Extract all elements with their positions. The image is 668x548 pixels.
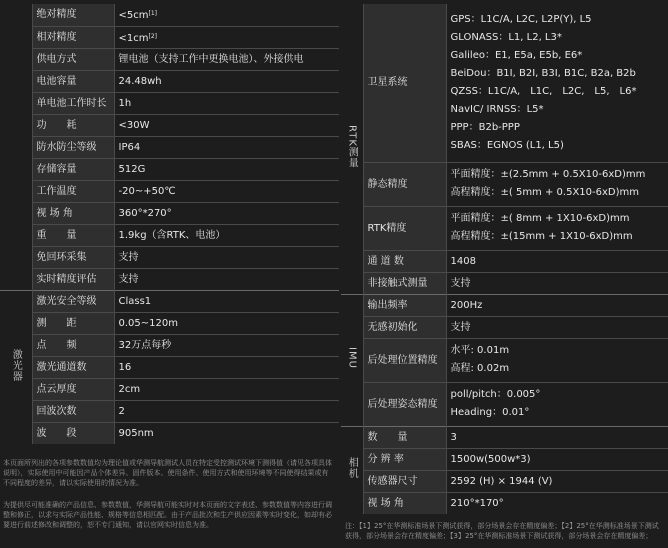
- table-row: [0, 356, 339, 378]
- table-row: [0, 136, 339, 158]
- spec-label: 实时精度评估: [32, 268, 114, 290]
- general-spec-table: [0, 4, 339, 444]
- spec-value: 1500w(500w*3): [446, 448, 668, 470]
- spec-label: 功 耗: [32, 114, 114, 136]
- spec-value: 905nm: [114, 422, 339, 444]
- spec-label: 电池容量: [32, 70, 114, 92]
- spec-value: 支持: [446, 272, 668, 294]
- spec-line: Galileo：E1, E5a, E5b, E6*: [450, 49, 583, 61]
- table-row: [0, 290, 339, 312]
- spec-label: 防水防尘等级: [32, 136, 114, 158]
- spec-label: 回波次数: [32, 400, 114, 422]
- spec-label: 测 距: [32, 312, 114, 334]
- table-row: [0, 4, 339, 26]
- spec-line: SBAS：EGNOS (L1, L5): [450, 139, 564, 151]
- group-label: IMU: [346, 347, 358, 369]
- spec-value: [114, 202, 339, 224]
- spec-line: 高程: 0.02m: [450, 363, 510, 374]
- spec-label: 通 道 数: [363, 250, 446, 272]
- spec-value: [446, 206, 668, 250]
- spec-label: 重 量: [32, 224, 114, 246]
- spec-value: 16: [114, 356, 339, 378]
- table-row: [341, 492, 668, 514]
- spec-value: 210°*170°: [446, 492, 668, 514]
- spec-label: RTK精度: [363, 206, 446, 250]
- spec-label: 激光通道数: [32, 356, 114, 378]
- spec-value: [114, 246, 339, 268]
- spec-value: 2cm: [114, 378, 339, 400]
- spec-value-text: -20~+50℃: [118, 185, 176, 197]
- spec-label: 工作温度: [32, 180, 114, 202]
- table-row: [341, 162, 668, 206]
- spec-value: [446, 162, 668, 206]
- right-spec-panel: [341, 4, 668, 514]
- spec-value: 0.05~120m: [114, 312, 339, 334]
- spec-value-text: 24.48wh: [118, 75, 162, 87]
- spec-line: GPS：L1C/A, L2C, L2P(Y), L5: [450, 13, 592, 25]
- group-label: 相机: [346, 457, 358, 480]
- disclaimer-note-2: 为提供尽可能准确的产品信息、参数数值，华测导航可能实时对本页面的文字表述、参数数值等内容进行调整和修正，以求与实际产品性能、规格等信息相匹配。由于产品批次和生产供应因素等实时变化，如却有必要进行前述修改和调整的，恕不专门通知，请以官网实时信息为准。: [3, 501, 332, 529]
- spec-line: 水平: 0.01m: [450, 345, 510, 356]
- table-row: [341, 338, 668, 382]
- footnote-marker: [2]: [148, 32, 157, 40]
- spec-line: Heading：0.01°: [450, 407, 530, 418]
- spec-label: 数 量: [363, 426, 446, 448]
- spec-value: 3: [446, 426, 668, 448]
- table-row: [0, 48, 339, 70]
- table-row: [341, 316, 668, 338]
- spec-value: [114, 4, 339, 26]
- spec-line: 高程精度：±( 5mm + 0.5X10-6xD)mm: [450, 187, 639, 198]
- spec-line: 平面精度：±(2.5mm + 0.5X10-6xD)mm: [450, 169, 646, 180]
- spec-line: NavIC/ IRNSS：L5*: [450, 103, 544, 115]
- spec-line: BeiDou：B1I, B2I, B3I, B1C, B2a, B2b: [450, 67, 636, 79]
- table-row: [341, 382, 668, 426]
- rtk-imu-camera-table: [341, 4, 668, 514]
- spec-value: 2: [114, 400, 339, 422]
- table-row: [341, 272, 668, 294]
- spec-value: [114, 48, 339, 70]
- table-row: [341, 426, 668, 448]
- spec-value: 2592 (H) × 1944 (V): [446, 470, 668, 492]
- spec-value: [114, 180, 339, 202]
- spec-value: 200Hz: [446, 294, 668, 316]
- spec-value-text: <5cm: [118, 10, 149, 22]
- spec-value: [114, 136, 339, 158]
- spec-line: poll/pitch：0.005°: [450, 389, 541, 400]
- spec-value-text: 支持: [118, 251, 139, 263]
- footnote-marker: [1]: [148, 10, 157, 18]
- spec-label: 静态精度: [363, 162, 446, 206]
- spec-value-text: 锂电池（支持工作中更换电池）、外接供电: [118, 53, 304, 65]
- spec-label: 视 场 角: [32, 202, 114, 224]
- spec-value-text: <30W: [118, 119, 150, 131]
- accuracy-footnote: 注：【1】25°在华测标准场景下测试获得，部分场景会存在精度偏差；【2】25°在华测标准场景下测试获得，部分场景会存在精度偏差；【3】25°在华测标准场景下测试获得，部分场景会存在精度偏差；: [345, 522, 659, 540]
- spec-value: [114, 114, 339, 136]
- group-cell-camera: [341, 426, 363, 514]
- spec-value: [114, 268, 339, 290]
- spec-value-text: 1.9kg（含RTK、电池）: [118, 229, 226, 241]
- spec-label: 后处理姿态精度: [363, 382, 446, 426]
- spec-label: 视 场 角: [363, 492, 446, 514]
- spec-line: PPP：B2b-PPP: [450, 121, 520, 133]
- spec-label: 相对精度: [32, 26, 114, 48]
- spec-value-text: 512G: [118, 163, 146, 175]
- spec-label: 无感初始化: [363, 316, 446, 338]
- group-cell-rtk: [341, 4, 363, 294]
- table-row: [0, 312, 339, 334]
- group-label: 激光器: [10, 348, 22, 382]
- spec-line: GLONASS：L1, L2, L3*: [450, 31, 562, 43]
- spec-value-text: <1cm: [118, 32, 149, 44]
- table-row: [341, 206, 668, 250]
- table-row: [341, 4, 668, 162]
- spec-label: 分 辨 率: [363, 448, 446, 470]
- table-row: [0, 378, 339, 400]
- spec-value: Class1: [114, 290, 339, 312]
- spec-label: 单电池工作时长: [32, 92, 114, 114]
- table-row: [0, 70, 339, 92]
- spec-label: 绝对精度: [32, 4, 114, 26]
- spec-value: [446, 382, 668, 426]
- table-row: [0, 114, 339, 136]
- table-row: [341, 250, 668, 272]
- left-spec-panel: [0, 4, 339, 444]
- spec-value: [446, 338, 668, 382]
- table-row: [341, 448, 668, 470]
- table-row: [341, 294, 668, 316]
- disclaimer-note-1: 本页面所列出的各项参数数值均为理论值或华测导航测试人员在特定受控测试环境下测得值（请见各项具体说明），实际使用中可能因产品个体差异、固件版本、使用条件、使用方式和使用环境等不同使得结果或有不同程度的差异，请以实际使用的情况为准。: [3, 459, 332, 487]
- spec-value: [114, 158, 339, 180]
- spec-value: [114, 70, 339, 92]
- spec-line: 平面精度：±( 8mm + 1X10-6xD)mm: [450, 213, 630, 224]
- spec-value-text: IP64: [118, 141, 141, 153]
- table-row: [0, 224, 339, 246]
- table-row: [0, 334, 339, 356]
- group-label: RTK测量: [346, 124, 358, 169]
- spec-label: 供电方式: [32, 48, 114, 70]
- spec-value-text: 支持: [118, 273, 139, 285]
- table-row: [0, 26, 339, 48]
- table-row: [341, 470, 668, 492]
- spec-label: 波 段: [32, 422, 114, 444]
- table-row: [0, 180, 339, 202]
- table-row: [0, 422, 339, 444]
- spec-label: 卫星系统: [363, 4, 446, 162]
- spec-label: 传感器尺寸: [363, 470, 446, 492]
- spec-label: 点云厚度: [32, 378, 114, 400]
- spec-value: 支持: [446, 316, 668, 338]
- spec-value-text: 1h: [118, 97, 132, 109]
- group-cell-general: [0, 4, 32, 290]
- spec-value: [114, 92, 339, 114]
- spec-label: 后处理位置精度: [363, 338, 446, 382]
- group-cell-laser: [0, 290, 32, 444]
- spec-label: 激光安全等级: [32, 290, 114, 312]
- spec-value: 1408: [446, 250, 668, 272]
- table-row: [0, 92, 339, 114]
- table-row: [0, 400, 339, 422]
- spec-line: QZSS：L1C/A, L1C, L2C, L5, L6*: [450, 85, 637, 97]
- table-row: [0, 246, 339, 268]
- spec-label: 免回环采集: [32, 246, 114, 268]
- spec-label: 点 频: [32, 334, 114, 356]
- spec-value: [446, 4, 668, 162]
- spec-value: [114, 224, 339, 246]
- spec-line: 高程精度：±(15mm + 1X10-6xD)mm: [450, 231, 633, 242]
- table-row: [0, 202, 339, 224]
- spec-label: 非接触式测量: [363, 272, 446, 294]
- spec-value: 32万点每秒: [114, 334, 339, 356]
- table-row: [0, 158, 339, 180]
- spec-label: 存储容量: [32, 158, 114, 180]
- group-cell-imu: [341, 294, 363, 426]
- spec-value-text: 360°*270°: [118, 207, 172, 219]
- spec-label: 输出频率: [363, 294, 446, 316]
- spec-value: [114, 26, 339, 48]
- table-row: [0, 268, 339, 290]
